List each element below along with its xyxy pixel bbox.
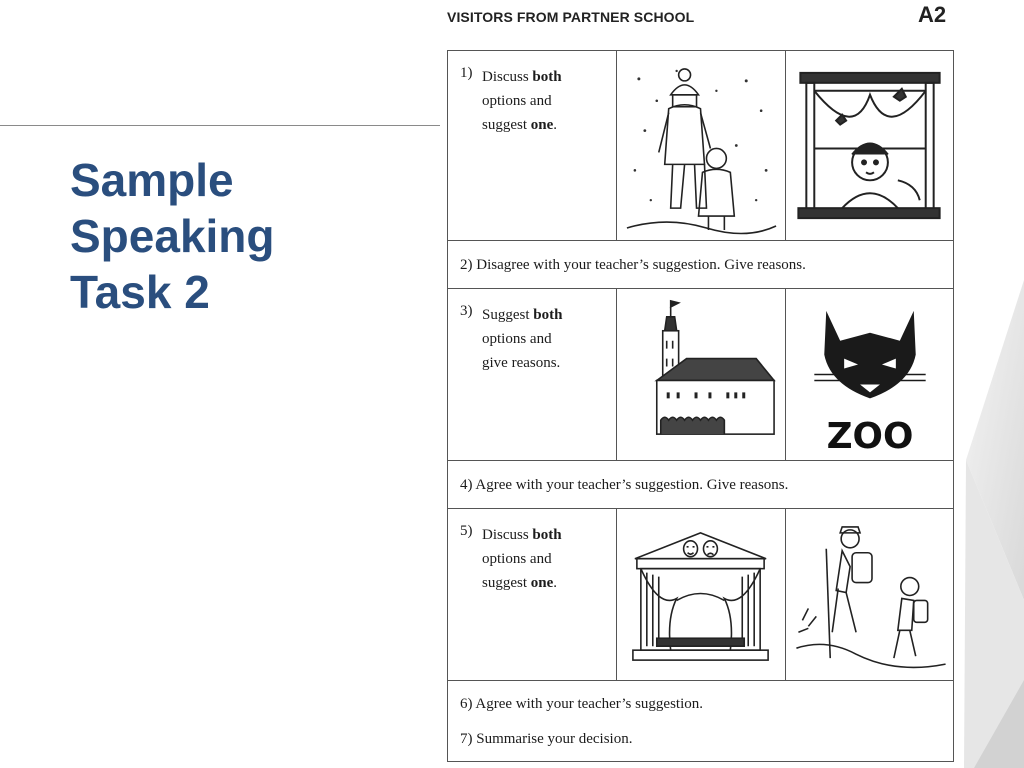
task-5-number: 5) [460, 523, 473, 539]
slide-title-line-3: Task 2 [70, 266, 210, 318]
task-5-line3-text: suggest [482, 575, 531, 591]
task-3-line3: give reasons. [482, 355, 561, 371]
task-row-1 [448, 51, 953, 241]
task-5-line3-end: . [553, 575, 557, 591]
task-row-6 [448, 681, 953, 761]
task-2-text: 2) Disagree with your teacher’s suggestion. Give reasons. [460, 257, 806, 273]
task-5-line3-bold: one [530, 575, 554, 591]
task-1-line2: options and [482, 93, 552, 109]
task-row-2 [448, 241, 953, 289]
slide-title [70, 152, 410, 320]
task-row-4 [448, 461, 953, 509]
decorative-edge-shape [944, 0, 1024, 768]
task-1-line3-end: . [553, 117, 557, 133]
task-5-line1-bold: both [532, 527, 562, 543]
task-5-text [448, 509, 617, 680]
slide-title-line-1: Sample [70, 154, 234, 206]
task-5-line2: options and [482, 551, 552, 567]
worksheet-title: VISITORS FROM PARTNER SCHOOL [447, 9, 695, 25]
level-badge: A2 [918, 2, 947, 27]
task-1-text [448, 51, 617, 240]
slide-title-line-2: Speaking [70, 210, 275, 262]
task-7-text: 7) Summarise your decision. [460, 731, 633, 747]
boy-at-window-illustration [786, 51, 953, 240]
task-3-line1-text: Suggest [482, 307, 534, 323]
task-1-line1-bold: both [532, 69, 562, 85]
task-grid [447, 50, 954, 762]
horizontal-divider [0, 125, 440, 126]
task-3-line2: options and [482, 331, 552, 347]
task-1-line3-bold: one [530, 117, 554, 133]
task-3-text [448, 289, 617, 460]
task-4-text: 4) Agree with your teacher’s suggestion. Give reasons. [460, 477, 789, 493]
task-3-number: 3) [460, 303, 473, 319]
task-1-number: 1) [460, 65, 473, 81]
winter-walk-illustration [617, 51, 786, 240]
task-row-5 [448, 509, 953, 681]
task-1-line3-text: suggest [482, 117, 531, 133]
theatre-stage-illustration [617, 509, 786, 680]
task-6-text: 6) Agree with your teacher’s suggestion. [460, 696, 703, 712]
zoo-logo-illustration [786, 289, 953, 460]
task-3-line1-bold: both [533, 307, 563, 323]
hiking-illustration [786, 509, 953, 680]
task-5-line1-text: Discuss [482, 527, 533, 543]
task-1-line1-text: Discuss [482, 69, 533, 85]
zoo-logo-text: ZOO [826, 416, 914, 458]
task-row-3 [448, 289, 953, 461]
town-hall-illustration [617, 289, 786, 460]
